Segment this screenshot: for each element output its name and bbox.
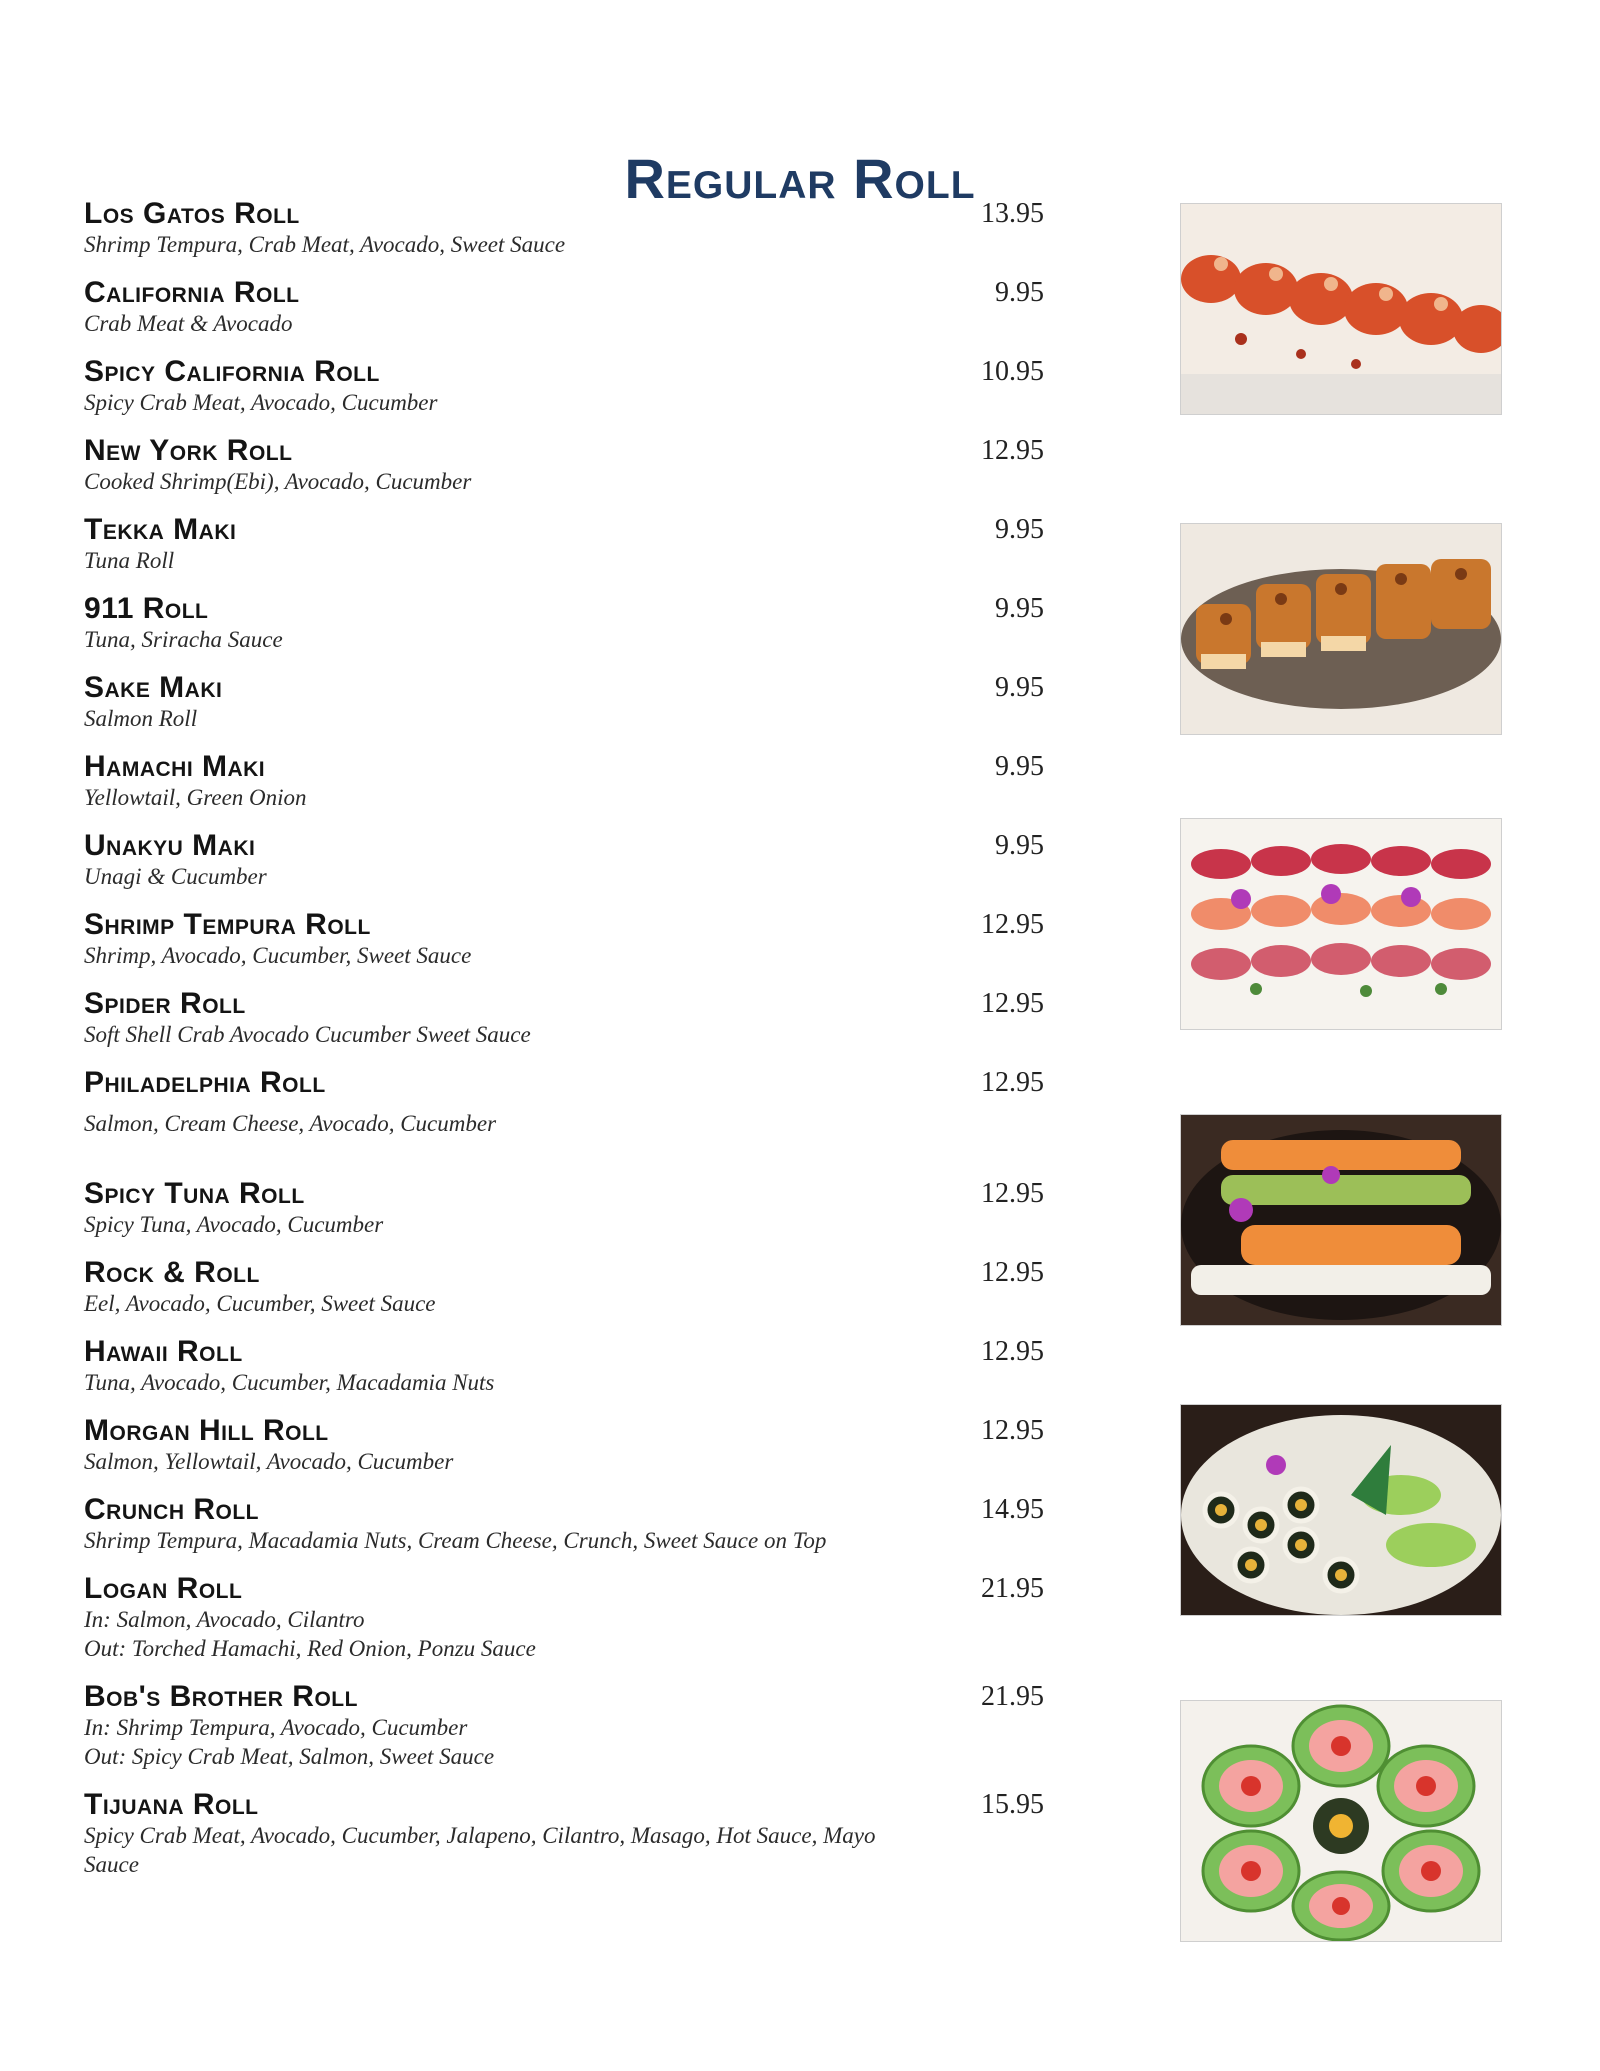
item-name: Sake Maki — [84, 671, 223, 704]
item-description: Shrimp, Avocado, Cucumber, Sweet Sauce — [84, 943, 472, 968]
item-name: Tekka Maki — [84, 513, 237, 546]
item-name: Unakyu Maki — [84, 829, 256, 862]
item-name: Bob's Brother Roll — [84, 1680, 358, 1713]
item-description: In: Shrimp Tempura, Avocado, Cucumber — [84, 1715, 468, 1740]
item-price: 9.95 — [995, 514, 1044, 545]
menu-item — [84, 435, 1044, 496]
item-price: 21.95 — [981, 1681, 1044, 1712]
item-price: 9.95 — [995, 672, 1044, 703]
item-name: 911 Roll — [84, 592, 209, 625]
item-name: Tijuana Roll — [84, 1788, 259, 1821]
menu-item — [84, 514, 1044, 575]
item-description: Salmon, Cream Cheese, Avocado, Cucumber — [84, 1111, 497, 1136]
item-description-outside: Out: Torched Hamachi, Red Onion, Ponzu Sauce — [84, 1636, 536, 1661]
item-price: 12.95 — [981, 1415, 1044, 1446]
item-description: Crab Meat & Avocado — [84, 311, 293, 336]
menu-item — [84, 1067, 1044, 1138]
item-description: Unagi & Cucumber — [84, 864, 267, 889]
menu-item — [84, 830, 1044, 891]
item-name: Hamachi Maki — [84, 750, 266, 783]
menu-item — [84, 1415, 1044, 1476]
menu-list — [84, 198, 1044, 1897]
page-title: Regular Roll — [624, 146, 976, 210]
menu-item — [84, 909, 1044, 970]
menu-item — [84, 751, 1044, 812]
menu-item — [84, 1494, 1044, 1555]
item-description: Shrimp Tempura, Crab Meat, Avocado, Sweet Sauce — [84, 232, 566, 257]
item-name: Crunch Roll — [84, 1493, 259, 1526]
menu-item — [84, 277, 1044, 338]
item-name: Hawaii Roll — [84, 1335, 243, 1368]
item-price: 12.95 — [981, 435, 1044, 466]
item-description: Tuna, Sriracha Sauce — [84, 627, 283, 652]
item-price: 12.95 — [981, 988, 1044, 1019]
item-description: Eel, Avocado, Cucumber, Sweet Sauce — [84, 1291, 436, 1316]
menu-item — [84, 1178, 1044, 1239]
menu-item — [84, 1257, 1044, 1318]
item-name: California Roll — [84, 276, 300, 309]
maki-platter-photo — [1180, 1404, 1502, 1616]
sushi-roll-photo — [1180, 523, 1502, 735]
item-description: Salmon Roll — [84, 706, 198, 731]
item-price: 14.95 — [981, 1494, 1044, 1525]
item-description: Tuna Roll — [84, 548, 175, 573]
item-description: Soft Shell Crab Avocado Cucumber Sweet Sauce — [84, 1022, 531, 1047]
menu-item — [84, 672, 1044, 733]
item-description: Salmon, Yellowtail, Avocado, Cucumber — [84, 1449, 454, 1474]
item-description: In: Salmon, Avocado, Cilantro — [84, 1607, 365, 1632]
item-description: Spicy Tuna, Avocado, Cucumber — [84, 1212, 384, 1237]
item-description: Tuna, Avocado, Cucumber, Macadamia Nuts — [84, 1370, 495, 1395]
item-price: 12.95 — [981, 909, 1044, 940]
item-price: 9.95 — [995, 830, 1044, 861]
item-description: Spicy Crab Meat, Avocado, Cucumber, Jalapeno, Cilantro, Masago, Hot Sauce, Mayo Sauce — [84, 1823, 876, 1877]
menu-item — [84, 593, 1044, 654]
item-name: Philadelphia Roll — [84, 1066, 326, 1099]
item-name: Spicy Tuna Roll — [84, 1177, 305, 1210]
item-price: 12.95 — [981, 1257, 1044, 1288]
menu-item — [84, 356, 1044, 417]
item-name: Los Gatos Roll — [84, 197, 300, 230]
sushi-roll-photo — [1180, 203, 1502, 415]
menu-item — [84, 1573, 1044, 1663]
item-name: Shrimp Tempura Roll — [84, 908, 371, 941]
roll-platter-photo — [1180, 1114, 1502, 1326]
item-description-outside: Out: Spicy Crab Meat, Salmon, Sweet Sauce — [84, 1744, 495, 1769]
item-price: 9.95 — [995, 593, 1044, 624]
item-price: 12.95 — [981, 1067, 1044, 1098]
item-description: Shrimp Tempura, Macadamia Nuts, Cream Cheese, Crunch, Sweet Sauce on Top — [84, 1528, 827, 1553]
item-price: 9.95 — [995, 277, 1044, 308]
item-description: Yellowtail, Green Onion — [84, 785, 307, 810]
menu-item — [84, 1789, 1044, 1879]
item-description: Cooked Shrimp(Ebi), Avocado, Cucumber — [84, 469, 472, 494]
item-price: 9.95 — [995, 751, 1044, 782]
item-name: Morgan Hill Roll — [84, 1414, 329, 1447]
flower-roll-photo — [1180, 1700, 1502, 1942]
item-name: New York Roll — [84, 434, 293, 467]
item-price: 12.95 — [981, 1336, 1044, 1367]
item-name: Logan Roll — [84, 1572, 243, 1605]
menu-item — [84, 988, 1044, 1049]
item-price: 12.95 — [981, 1178, 1044, 1209]
item-name: Spider Roll — [84, 987, 246, 1020]
item-name: Rock & Roll — [84, 1256, 260, 1289]
menu-item — [84, 1336, 1044, 1397]
item-price: 13.95 — [981, 198, 1044, 229]
nigiri-platter-photo — [1180, 818, 1502, 1030]
item-price: 21.95 — [981, 1573, 1044, 1604]
item-description: Spicy Crab Meat, Avocado, Cucumber — [84, 390, 438, 415]
item-price: 10.95 — [981, 356, 1044, 387]
menu-item — [84, 1681, 1044, 1771]
item-name: Spicy California Roll — [84, 355, 380, 388]
menu-item — [84, 198, 1044, 259]
item-price: 15.95 — [981, 1789, 1044, 1820]
